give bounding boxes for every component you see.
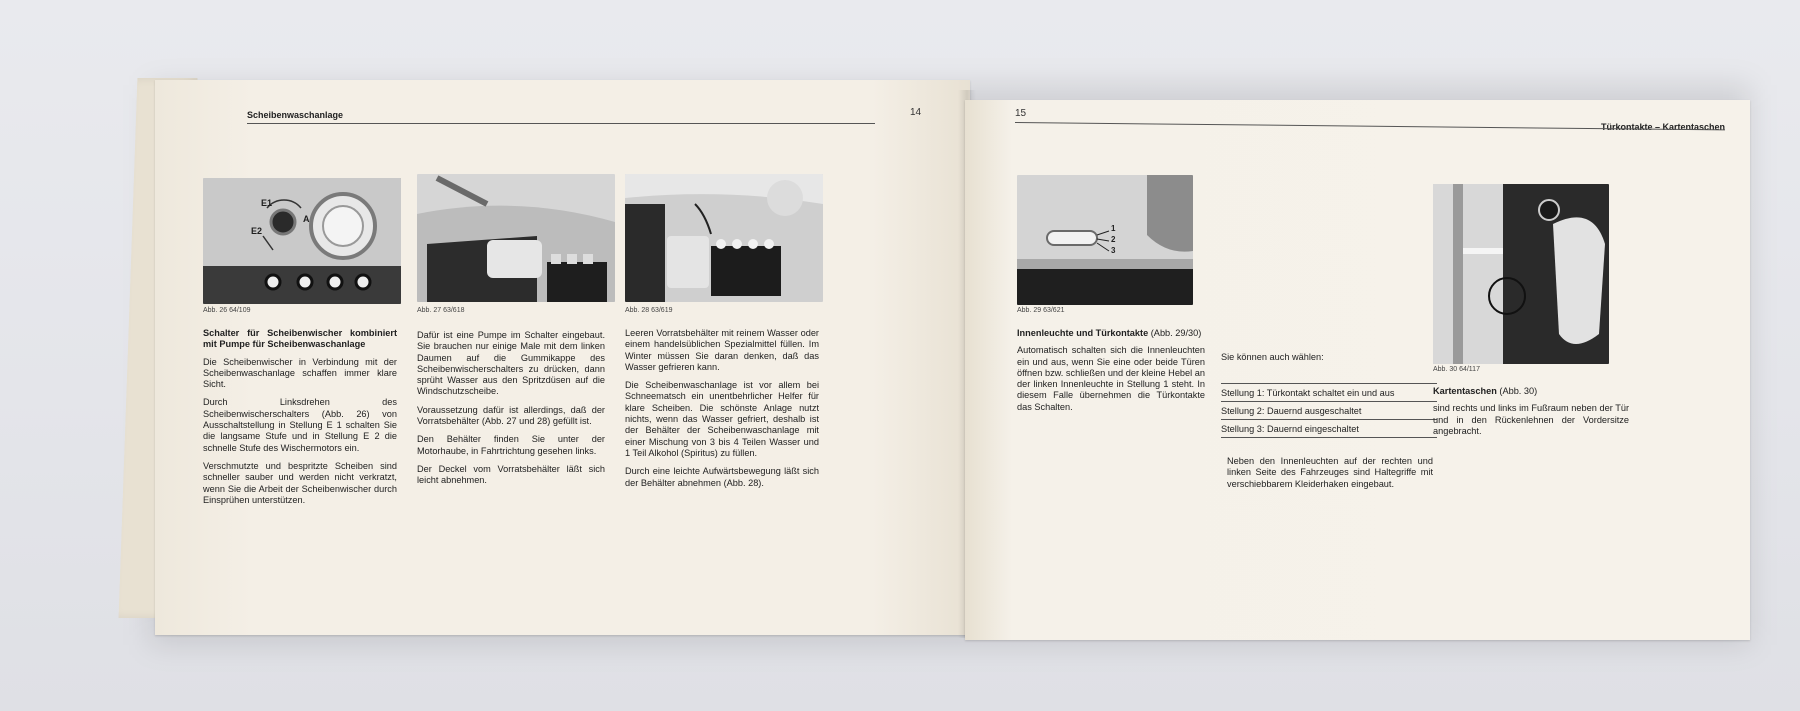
heading-reference: (Abb. 29/30) [1150,328,1202,338]
figure-26-caption: Abb. 26 64/109 [203,307,251,314]
door-contact-photo [1433,184,1609,364]
right-column-1 [1017,328,1205,420]
paragraph: Der Deckel vom Vorratsbehälter läßt sich leicht abnehmen. [417,463,605,486]
engine-bay-photo [417,174,615,302]
header-rule [247,123,875,124]
left-column-3 [625,328,819,496]
section-heading [1433,386,1629,397]
paragraph: Automatisch schalten sich die Innenleuchten ein und aus, wenn Sie eine oder beide Türen öffnen bzw. schließen und der kleine Hebel an der linken Innenleuchte in Stellung 1 steht. In diesem Falle übernehmen die Türkontakte das Schalten. [1017,345,1205,412]
figure-30-caption: Abb. 30 64/117 [1433,366,1480,373]
list-item: Stellung 2: Dauernd ausgeschaltet [1221,401,1437,419]
page-header: Türkontakte – Kartentaschen [1600,122,1725,132]
figure-29-photo [1017,175,1193,305]
section-heading: Schalter für Scheibenwischer kombiniert mit Pumpe für Scheibenwaschanlage [203,328,397,350]
paragraph: Die Scheibenwischer in Verbindung mit der Scheibenwaschanlage schaffen immer klare Sicht. [203,356,397,390]
paragraph: Sie können auch wählen: [1221,352,1324,362]
heading-text: Innenleuchte und Türkontakte [1017,328,1149,338]
washer-reservoir-photo [625,174,823,302]
paragraph: Voraussetzung dafür ist allerdings, daß der Vorratsbehälter (Abb. 27 und 28) gefüllt ist. [417,404,605,427]
wiper-switch-photo [203,178,401,304]
figure-27-photo [417,174,615,302]
page-number: 15 [1015,108,1027,119]
fig26-label-e2: E2 [251,226,263,236]
fig29-label-3: 3 [1111,246,1116,255]
fig29-label-2: 2 [1111,235,1116,244]
right-column-2 [1221,352,1435,379]
fig26-label-e1: E1 [261,198,273,208]
paragraph: Verschmutzte und bespritzte Scheiben sind schneller sauber und werden nicht verkratzt, wenn Sie die Arbeit der Scheibenwischer durch Einsprühen unterstützen. [203,460,397,505]
interior-light-photo [1017,175,1193,305]
section-heading [1017,328,1205,339]
paragraph: Den Behälter finden Sie unter der Motorhaube, in Fahrtrichtung gesehen links. [417,434,605,456]
paragraph: sind rechts und links im Fußraum neben der Tür und in den Rückenlehnen der Vordersitze angebracht. [1433,403,1629,436]
paragraph: Durch Linksdrehen des Scheibenwischerschalters (Abb. 26) von Ausschaltstellung in Stellung E 1 schalten Sie die langsame Stufe und in Stellung E 2 die schnelle Stufe des Wischermotors ein. [203,397,397,453]
paragraph: Neben den Innenleuchten auf der rechten und linken Seite des Fahrzeuges sind Haltegriffe mit verschiebbarem Kleiderhaken eingebaut. [1227,456,1433,489]
paragraph: Dafür ist eine Pumpe im Schalter eingebaut. Sie brauchen nur einige Male mit dem linken Daumen auf die Gummikappe des Scheibenwischerschalters zu drücken, dann sprüht Wasser aus den Spritzdüsen auf die Windschutzscheibe. [417,330,605,397]
paragraph: Die Scheibenwaschanlage ist vor allem bei Schneematsch ein unentbehrlicher Helfer für klare Scheiben. Die schönste Anlage nutzt nichts, wenn das Wasser gefriert, deshalb ist der Behälter der Scheibenwaschanlage mit einer Mischung von 3 bis 4 Teilen Wasser und 1 Teil Alkohol (Spiritus) zu füllen. [625,380,819,458]
right-column-2-lower [1227,456,1433,497]
switch-position-list [1221,383,1437,438]
fig29-label-1: 1 [1111,224,1116,233]
right-page [965,100,1750,640]
fig26-label-a: A [303,214,310,224]
paragraph: Leeren Vorratsbehälter mit reinem Wasser oder einem handelsüblichen Spezialmittel füllen. Im Winter müssen Sie daran denken, daß das Wasser gefrieren kann. [625,328,819,372]
heading-text: Kartentaschen [1433,386,1497,396]
figure-28-photo [625,174,823,302]
figure-27-caption: Abb. 27 63/618 [417,307,465,314]
left-column-2 [417,330,605,494]
heading-reference: (Abb. 30) [1499,386,1538,396]
page-header: Scheibenwaschanlage [247,110,344,120]
figure-26-photo [203,178,401,304]
paragraph: Durch eine leichte Aufwärtsbewegung läßt sich der Behälter abnehmen (Abb. 28). [625,466,819,488]
list-item: Stellung 1: Türkontakt schaltet ein und aus [1221,383,1437,401]
page-number: 14 [910,107,922,118]
right-column-3 [1433,386,1629,444]
list-item: Stellung 3: Dauernd eingeschaltet [1221,419,1437,438]
figure-28-caption: Abb. 28 63/619 [625,307,673,314]
figure-30-photo [1433,184,1609,364]
figure-29-caption: Abb. 29 63/621 [1017,307,1065,314]
left-column-1 [203,328,397,513]
left-page [155,80,970,635]
